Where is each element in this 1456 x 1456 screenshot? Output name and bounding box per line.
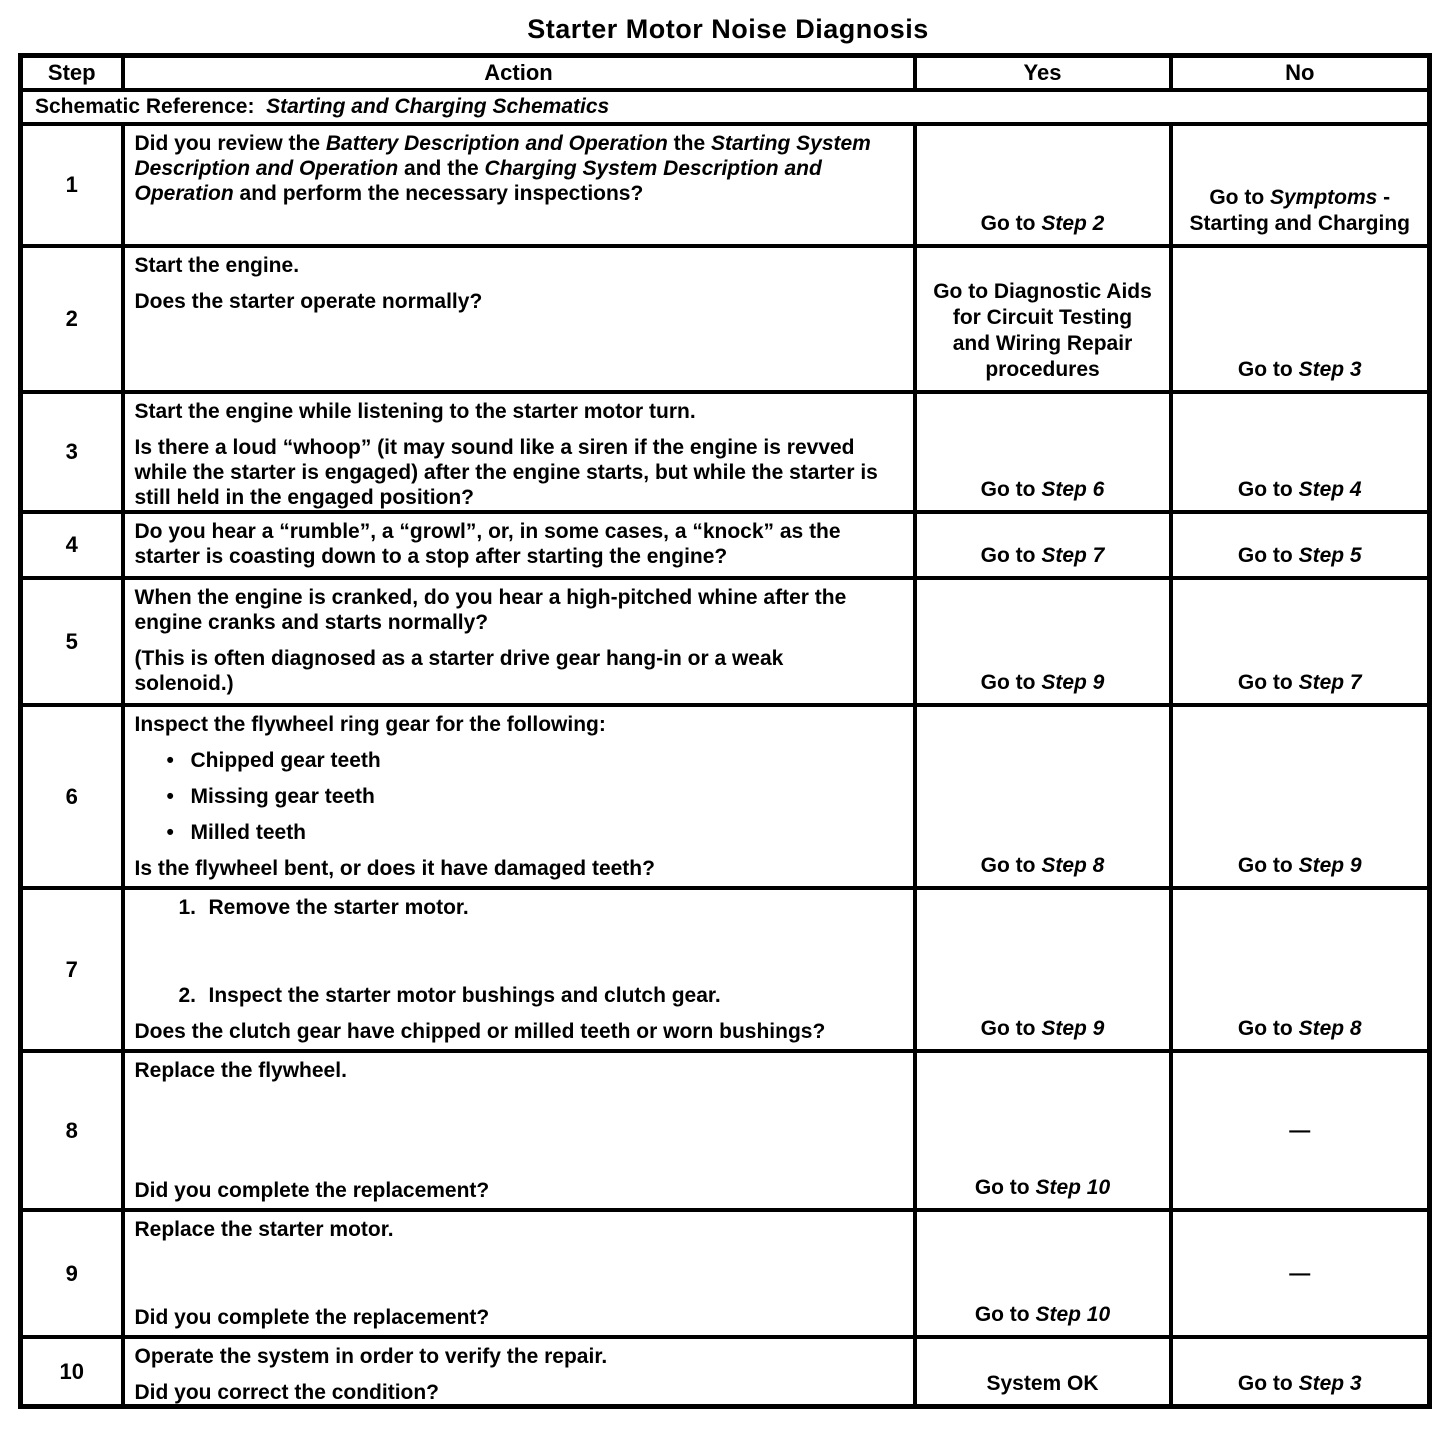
- text-segment: Milled teeth: [190, 821, 307, 844]
- table-row: [21, 1337, 1430, 1407]
- table-row: [21, 246, 1430, 392]
- text-segment: Did you complete the replacement?: [134, 1306, 490, 1329]
- no-cell: [1171, 1051, 1430, 1210]
- italic-reference: Step 10: [1035, 1303, 1111, 1326]
- step-cell: 8: [21, 1051, 123, 1210]
- bullet-icon: •: [166, 785, 174, 808]
- table-row: [21, 705, 1430, 888]
- text-segment: —: [1289, 1118, 1311, 1142]
- yes-cell: [915, 246, 1171, 392]
- action-text: [135, 586, 847, 634]
- paragraph: [135, 1305, 887, 1330]
- yes-text: [981, 211, 1105, 237]
- italic-reference: Step 3: [1298, 358, 1362, 381]
- action-content: [125, 394, 913, 510]
- header-action: Action: [123, 56, 915, 91]
- action-text: [135, 254, 300, 277]
- action-text: [135, 436, 878, 509]
- text-segment: the: [667, 132, 711, 155]
- no-text: [1238, 357, 1362, 383]
- text-segment: Does the starter operate normally?: [134, 290, 483, 313]
- italic-reference: Step 9: [1041, 1017, 1105, 1040]
- numbered-item: [135, 895, 903, 920]
- numbered-item: [135, 983, 903, 1008]
- no-content: [1173, 248, 1428, 390]
- paragraph: [135, 519, 887, 569]
- italic-reference: Step 4: [1298, 478, 1362, 501]
- yes-content: [917, 1339, 1169, 1404]
- italic-reference: Step 8: [1041, 854, 1105, 877]
- text-segment: - Starting and Charging: [1189, 186, 1410, 235]
- yes-content: [917, 580, 1169, 703]
- no-text: [1289, 1261, 1310, 1287]
- text-segment: Did you complete the replacement?: [134, 1179, 490, 1202]
- text-segment: Go to: [1237, 544, 1299, 567]
- yes-text: [975, 1302, 1110, 1328]
- text-segment: Go to: [980, 854, 1042, 877]
- no-cell: [1171, 705, 1430, 888]
- schematic-reference-value: Starting and Charging Schematics: [266, 95, 610, 118]
- yes-text: [932, 279, 1154, 383]
- table-row: [21, 888, 1430, 1051]
- action-text: [135, 132, 871, 205]
- italic-reference: Step 3: [1298, 1372, 1362, 1395]
- step-cell: 10: [21, 1337, 123, 1407]
- table-row: [21, 392, 1430, 512]
- yes-content: [917, 1053, 1169, 1208]
- table-row: [21, 124, 1430, 246]
- text-segment: Go to: [1237, 671, 1299, 694]
- text-segment: Go to: [980, 1017, 1042, 1040]
- action-cell: [123, 392, 915, 512]
- table-row: [21, 1051, 1430, 1210]
- action-content: [125, 126, 913, 244]
- text-segment: Operate the system in order to verify the repair.: [134, 1345, 608, 1368]
- paragraph: [135, 1344, 887, 1369]
- no-text: [1238, 477, 1362, 503]
- text-segment: Go to: [1237, 1017, 1299, 1040]
- paragraph: [135, 1019, 887, 1044]
- bullet-item: [135, 784, 903, 809]
- no-text: [1189, 185, 1411, 237]
- italic-reference: Battery Description and Operation: [325, 132, 668, 155]
- italic-reference: Symptoms: [1269, 186, 1378, 209]
- no-text: [1238, 853, 1362, 879]
- action-text: [135, 1381, 440, 1404]
- action-text: [135, 1059, 347, 1082]
- text-segment: Go to: [1237, 358, 1299, 381]
- action-cell: [123, 1337, 915, 1407]
- text-segment: Chipped gear teeth: [190, 749, 381, 772]
- text-segment: Remove the starter motor.: [208, 896, 469, 919]
- no-text: [1238, 1371, 1362, 1397]
- action-cell: [123, 888, 915, 1051]
- text-segment: Go to: [980, 544, 1042, 567]
- list-number: 2.: [178, 984, 197, 1007]
- text-segment: Go to: [974, 1176, 1036, 1199]
- italic-reference: Step 7: [1041, 544, 1105, 567]
- text-segment: Is there a loud “whoop” (it may sound like a siren if the engine is revved while the starter is engaged) after the engine starts, but while the starter is still held in the engaged position?: [134, 436, 878, 509]
- yes-content: [917, 1212, 1169, 1335]
- text-segment: When the engine is cranked, do you hear a high-pitched whine after the engine cranks and starts normally?: [134, 586, 847, 634]
- action-text: [135, 857, 655, 880]
- action-text: [135, 1179, 490, 1202]
- step-cell: 7: [21, 888, 123, 1051]
- paragraph: [135, 712, 887, 737]
- action-cell: [123, 705, 915, 888]
- italic-reference: Step 7: [1298, 671, 1362, 694]
- page-title: Starter Motor Noise Diagnosis: [527, 14, 929, 44]
- yes-text: [986, 1371, 1098, 1397]
- text-segment: Go to: [1237, 478, 1299, 501]
- bullet-item: [135, 748, 903, 773]
- yes-content: [917, 126, 1169, 244]
- no-content: [1173, 580, 1428, 703]
- step-cell: 4: [21, 512, 123, 578]
- italic-reference: Charging System Description and Operation: [134, 157, 822, 205]
- no-cell: [1171, 392, 1430, 512]
- yes-text: [975, 1175, 1110, 1201]
- no-content: [1173, 514, 1428, 576]
- italic-reference: Step 6: [1041, 478, 1105, 501]
- yes-cell: [915, 888, 1171, 1051]
- text-segment: Go to Diagnostic Aids for Circuit Testing and Wiring Repair procedures: [933, 280, 1152, 381]
- no-content: [1173, 126, 1428, 244]
- yes-cell: [915, 124, 1171, 246]
- schematic-reference-label: Schematic Reference:: [35, 95, 255, 118]
- text-segment: Replace the starter motor.: [134, 1218, 394, 1241]
- step-cell: 6: [21, 705, 123, 888]
- text-segment: Start the engine while listening to the starter motor turn.: [134, 400, 696, 423]
- paragraph: [135, 1058, 887, 1083]
- list-number: 1.: [178, 896, 197, 919]
- action-text: [135, 1306, 490, 1329]
- action-text: [191, 785, 375, 808]
- no-cell: [1171, 246, 1430, 392]
- yes-cell: [915, 1051, 1171, 1210]
- no-cell: [1171, 124, 1430, 246]
- action-cell: [123, 578, 915, 705]
- text-segment: Start the engine.: [134, 254, 300, 277]
- italic-reference: Step 10: [1035, 1176, 1111, 1199]
- text-segment: Did you review the: [134, 132, 326, 155]
- header-no: No: [1171, 56, 1430, 91]
- table-row: [21, 1210, 1430, 1337]
- bullet-icon: •: [166, 821, 174, 844]
- yes-content: [917, 514, 1169, 576]
- table-row: [21, 512, 1430, 578]
- action-content: [125, 1212, 913, 1335]
- italic-reference: Step 9: [1041, 671, 1105, 694]
- yes-text: [981, 670, 1105, 696]
- text-segment: Go to: [980, 671, 1042, 694]
- schematic-reference-row: [21, 90, 1430, 124]
- paragraph: [135, 253, 887, 278]
- schematic-reference: [23, 93, 1427, 121]
- text-segment: Do you hear a “rumble”, a “growl”, or, in some cases, a “knock” as the starter is coasting down to a stop after starting the engine?: [134, 520, 841, 568]
- action-text: [209, 896, 469, 919]
- italic-reference: Step 8: [1298, 1017, 1362, 1040]
- text-segment: Inspect the starter motor bushings and clutch gear.: [208, 984, 721, 1007]
- action-content: [125, 707, 913, 886]
- paragraph: [135, 1178, 887, 1203]
- action-text: [135, 400, 696, 423]
- paragraph: [135, 1380, 887, 1405]
- no-content: [1173, 707, 1428, 886]
- action-cell: [123, 1210, 915, 1337]
- paragraph: [135, 399, 887, 424]
- action-content: [125, 514, 913, 576]
- action-text: [209, 984, 721, 1007]
- no-cell: [1171, 1210, 1430, 1337]
- text-segment: Does the clutch gear have chipped or milled teeth or worn bushings?: [134, 1020, 826, 1043]
- diagnosis-table: [18, 53, 1432, 1409]
- table-row: [21, 578, 1430, 705]
- text-segment: Go to: [974, 1303, 1036, 1326]
- step-cell: 9: [21, 1210, 123, 1337]
- italic-reference: Step 5: [1298, 544, 1362, 567]
- text-segment: Inspect the flywheel ring gear for the following:: [134, 713, 606, 736]
- bullet-icon: •: [166, 749, 174, 772]
- paragraph: [135, 856, 887, 881]
- action-content: [125, 580, 913, 703]
- yes-text: [981, 477, 1105, 503]
- yes-text: [981, 853, 1105, 879]
- paragraph: [135, 131, 887, 206]
- no-text: [1238, 1016, 1362, 1042]
- action-content: [125, 1053, 913, 1208]
- step-cell: 5: [21, 578, 123, 705]
- no-cell: [1171, 1337, 1430, 1407]
- action-text: [135, 290, 483, 313]
- paragraph: [135, 289, 887, 314]
- no-content: [1173, 394, 1428, 510]
- yes-content: [917, 707, 1169, 886]
- paragraph: [135, 585, 887, 635]
- bullet-item: [135, 820, 903, 845]
- action-text: [191, 821, 307, 844]
- yes-cell: [915, 1210, 1171, 1337]
- action-cell: [123, 512, 915, 578]
- action-text: [135, 1345, 608, 1368]
- no-cell: [1171, 512, 1430, 578]
- action-text: [191, 749, 381, 772]
- action-text: [135, 520, 841, 568]
- yes-content: [917, 394, 1169, 510]
- text-segment: and the: [398, 157, 485, 180]
- text-segment: (This is often diagnosed as a starter drive gear hang-in or a weak solenoid.): [134, 647, 784, 695]
- italic-reference: Step 2: [1041, 212, 1105, 235]
- action-text: [135, 713, 606, 736]
- action-content: [125, 890, 913, 1049]
- header-yes: Yes: [915, 56, 1171, 91]
- action-text: [135, 1218, 394, 1241]
- action-cell: [123, 1051, 915, 1210]
- yes-cell: [915, 512, 1171, 578]
- yes-text: [981, 1016, 1105, 1042]
- action-content: [125, 248, 913, 390]
- table-header: [21, 56, 1430, 125]
- header-step: Step: [21, 56, 123, 91]
- yes-text: [981, 543, 1105, 569]
- text-segment: Go to: [980, 478, 1042, 501]
- no-content: [1173, 1212, 1428, 1335]
- text-segment: System OK: [986, 1372, 1099, 1395]
- italic-reference: Starting System Description and Operation: [134, 132, 871, 180]
- no-text: [1238, 543, 1362, 569]
- step-cell: 2: [21, 246, 123, 392]
- paragraph: [135, 435, 887, 510]
- no-text: [1289, 1118, 1310, 1144]
- paragraph: [135, 1217, 887, 1242]
- text-segment: Did you correct the condition?: [134, 1381, 440, 1404]
- no-cell: [1171, 578, 1430, 705]
- schematic-reference-cell: [21, 90, 1430, 124]
- no-content: [1173, 1339, 1428, 1404]
- yes-cell: [915, 705, 1171, 888]
- text-segment: Go to: [1237, 854, 1299, 877]
- no-content: [1173, 1053, 1428, 1208]
- no-cell: [1171, 888, 1430, 1051]
- step-cell: 1: [21, 124, 123, 246]
- step-cell: 3: [21, 392, 123, 512]
- text-segment: and perform the necessary inspections?: [233, 182, 644, 205]
- yes-content: [917, 890, 1169, 1049]
- action-cell: [123, 124, 915, 246]
- table-body: [21, 124, 1430, 1407]
- header-row: [21, 56, 1430, 91]
- action-content: [125, 1339, 913, 1404]
- text-segment: Go to: [980, 212, 1042, 235]
- no-content: [1173, 890, 1428, 1049]
- text-segment: Go to: [1209, 186, 1270, 209]
- action-text: [135, 1020, 826, 1043]
- paragraph: [135, 646, 887, 696]
- text-segment: —: [1289, 1261, 1311, 1285]
- yes-cell: [915, 1337, 1171, 1407]
- italic-reference: Step 9: [1298, 854, 1362, 877]
- text-segment: Missing gear teeth: [190, 785, 375, 808]
- text-segment: Go to: [1237, 1372, 1299, 1395]
- text-segment: Is the flywheel bent, or does it have damaged teeth?: [134, 857, 655, 880]
- yes-cell: [915, 392, 1171, 512]
- yes-cell: [915, 578, 1171, 705]
- no-text: [1238, 670, 1362, 696]
- action-text: [135, 647, 784, 695]
- action-cell: [123, 246, 915, 392]
- text-segment: Replace the flywheel.: [134, 1059, 347, 1082]
- yes-content: [917, 248, 1169, 390]
